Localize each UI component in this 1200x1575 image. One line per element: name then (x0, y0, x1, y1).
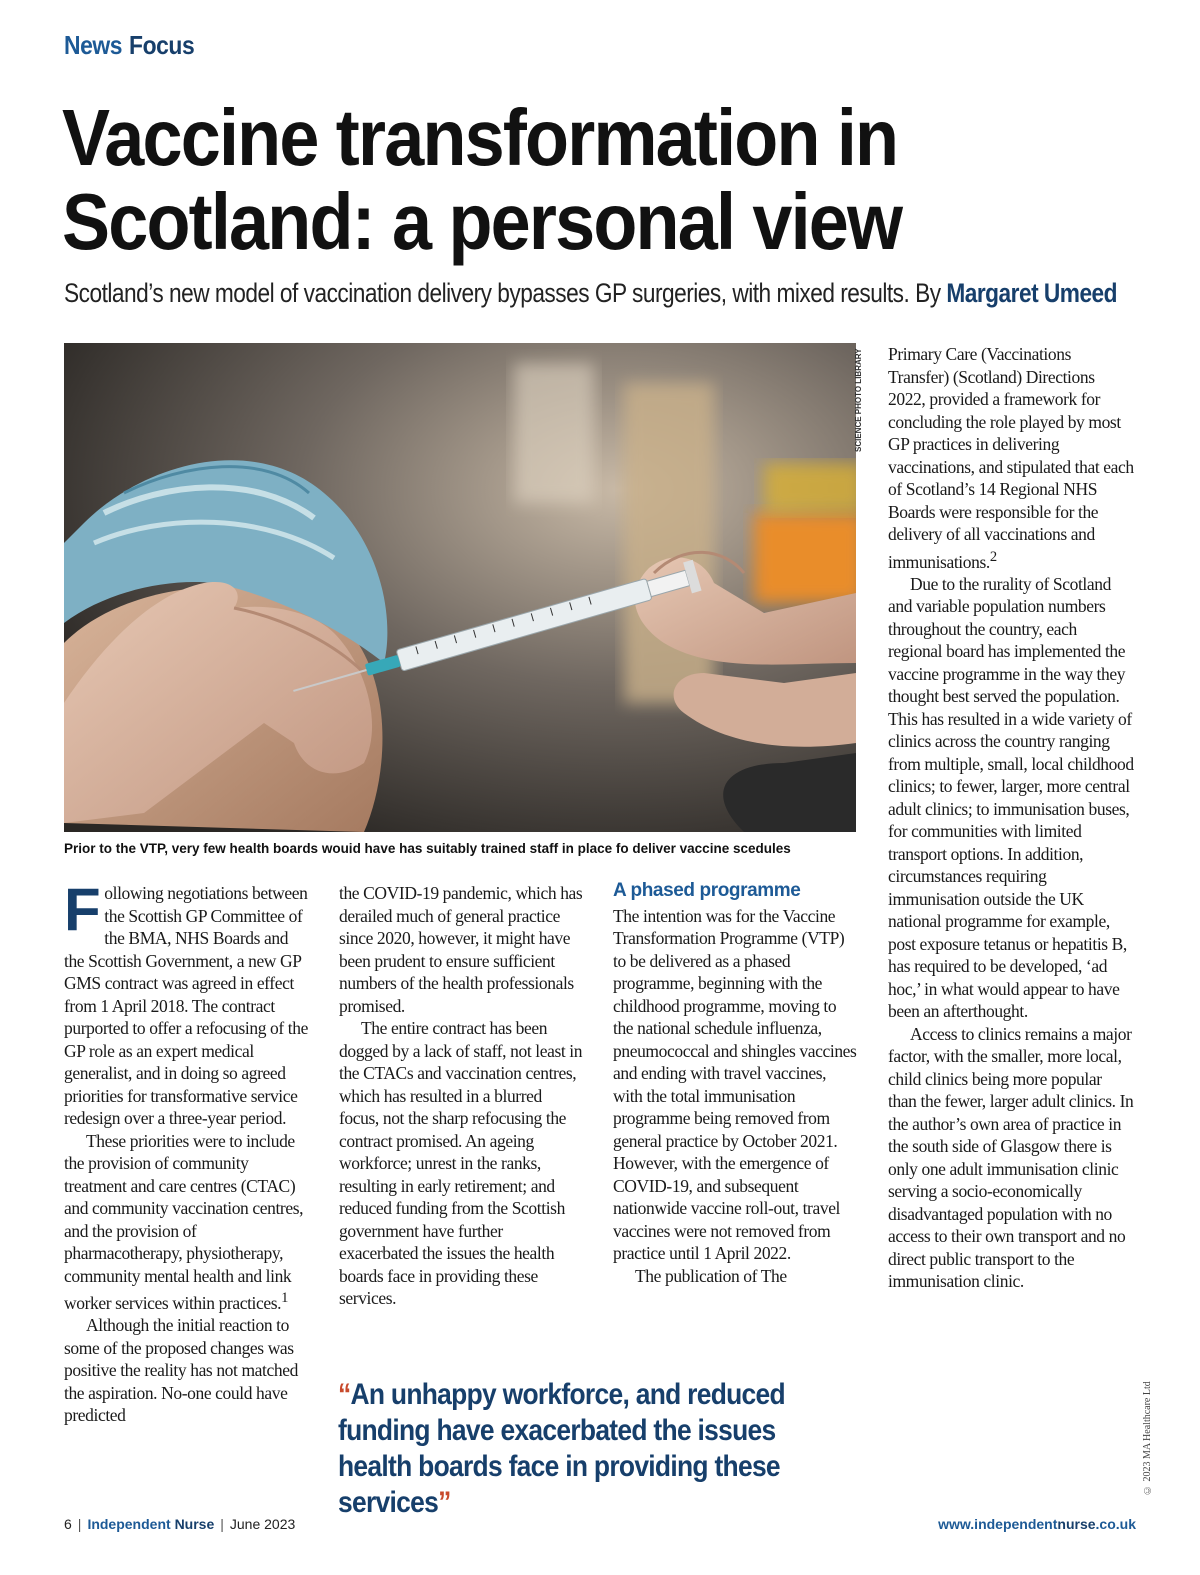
pull-quote (338, 1377, 813, 1521)
vaccination-photo (64, 343, 856, 832)
subhead-phased-programme: A phased programme (613, 880, 801, 901)
col3-paragraph-1: The intention was for the Vaccine Transformation Programme (VTP) to be delivered as a phased programme, beginning with the childhood programme, moving to the national schedule influenza, pneumococcal and shingles vaccines and ending with travel vaccines, with the total immunisation programme being removed from general practice by October 2021. However, with the emergence of COVID-19, and subsequent nationwide vaccine roll-out, travel vaccines were not removed from practice until 1 April 2022. (613, 905, 857, 1263)
url-part-2: nurse (1057, 1516, 1096, 1532)
reference-2: 2 (989, 548, 997, 565)
copyright-notice: © 2023 MA Healthcare Ltd (1142, 1381, 1153, 1495)
col1-paragraph-3: Although the initial reaction to some of the proposed changes was positive the reality has not matched the aspiration. No-one could have predicted (64, 1315, 298, 1426)
website-link[interactable] (938, 1516, 1136, 1532)
col2-paragraph-1: the COVID-19 pandemic, which has derailed much of general practice since 2020, however, it might have been prudent to ensure sufficient numbers of the health professionals promised. (339, 883, 583, 1016)
col4-p1-text: Primary Care (Vaccinations Transfer) (Scotland) Directions 2022, provided a framework for concluding the role played by most GP practices in delivering vaccinations, and stipulated that each of Scotland’s 14 Regional NHS Boards were responsible for the delivery of all vaccinations and immunisations. (888, 344, 1134, 572)
standfirst-text: Scotland’s new model of vaccination delivery bypasses GP surgeries, with mixed results. By (64, 278, 947, 308)
issue-date: June 2023 (229, 1516, 296, 1532)
standfirst (64, 278, 1118, 309)
footer-separator: | (77, 1516, 82, 1532)
url-part-1: www.independent (938, 1516, 1058, 1532)
open-quote-mark: “ (338, 1378, 351, 1411)
col3-paragraph-2: The publication of The (635, 1265, 787, 1286)
section-focus: Focus (129, 30, 195, 60)
col4-paragraph-2: Due to the rurality of Scotland and variable population numbers throughout the country, each regional board has implemented the vaccine programme in the way they thought best served the population. This has resulted in a wide variety of clinics across the country ranging from multiple, small, local childhood clinics; to fewer, larger, more central adult clinics; to immunisation buses, for communities with limited transport options. In addition, circumstances requiring immunisation outside the UK national programme for example, post exposure tetanus or hepatitis B, has required to be developed, ‘ad hoc,’ in what would appear to have been an afterthought. (888, 573, 1134, 1022)
photo-credit: SCIENCE PHOTO LIBRARY (854, 348, 863, 452)
close-quote-mark: ” (438, 1486, 451, 1519)
footer-separator-2: | (220, 1516, 224, 1532)
col2-paragraph-2: The entire contract has been dogged by a lack of staff, not least in the CTACs and vaccination centres, which has resulted in a blurred focus, not the sharp refocusing the contract promised. An ageing workforce; unrest in the ranks, resulting in early retirement; and reduced funding from the Scottish government have further exacerbated the issues the health boards face in providing these services. (339, 1018, 583, 1308)
headline: Vaccine transformation in Scotland: a personal view (62, 93, 902, 266)
body-column-4 (888, 343, 1134, 1293)
url-part-3: .co.uk (1095, 1516, 1136, 1532)
body-column-3 (613, 880, 859, 1287)
page-number: 6 (64, 1516, 72, 1532)
section-label (64, 30, 194, 61)
body-column-2 (339, 882, 585, 1310)
col1-p1-text: ollowing negotiations between the Scottish GP Committee of the BMA, NHS Boards and the Scottish Government, a new GP GMS contract was agreed in effect from 1 April 2018. The contract purported to offer a refocusing of the GP role as an expert medical generalist, and in doing so agreed priorities for transformative service redesign over a three-year period. (64, 883, 308, 1128)
col1-paragraph-1 (64, 876, 310, 1130)
col1-p2-text: These priorities were to include the provision of community treatment and care centres (CTAC) and community vaccination centres, and the provision of pharmacotherapy, physiotherapy, community mental health and link worker services within practices. (64, 1130, 304, 1313)
drop-cap: F (64, 876, 101, 943)
body-column-1 (64, 876, 310, 1427)
pull-quote-text: An unhappy workforce, and reduced funding have exacerbated the issues health boards face in providing these services (338, 1378, 785, 1519)
col4-paragraph-1 (888, 343, 1134, 573)
photo-caption: Prior to the VTP, very few health boards wouid have has suitably trained staff in place fo deliver vaccine scedules (64, 841, 791, 856)
vaccination-photo-illustration (64, 343, 856, 832)
brand-nurse: Nurse (174, 1516, 215, 1532)
footer-left (64, 1516, 295, 1532)
author-name: Margaret Umeed (946, 278, 1118, 308)
reference-1: 1 (281, 1290, 289, 1306)
section-news: News (64, 30, 123, 60)
brand-independent: Independent (87, 1516, 171, 1532)
col1-paragraph-2 (64, 1130, 310, 1315)
col4-paragraph-3: Access to clinics remains a major factor, with the smaller, more local, child clinics being more popular than the fewer, larger adult clinics. In the author’s own area of practice in the south side of Glasgow there is only one adult immunisation clinic serving a socio-economically disadvantaged population with no access to their own transport and no direct public transport to the immunisation clinic. (888, 1023, 1134, 1292)
